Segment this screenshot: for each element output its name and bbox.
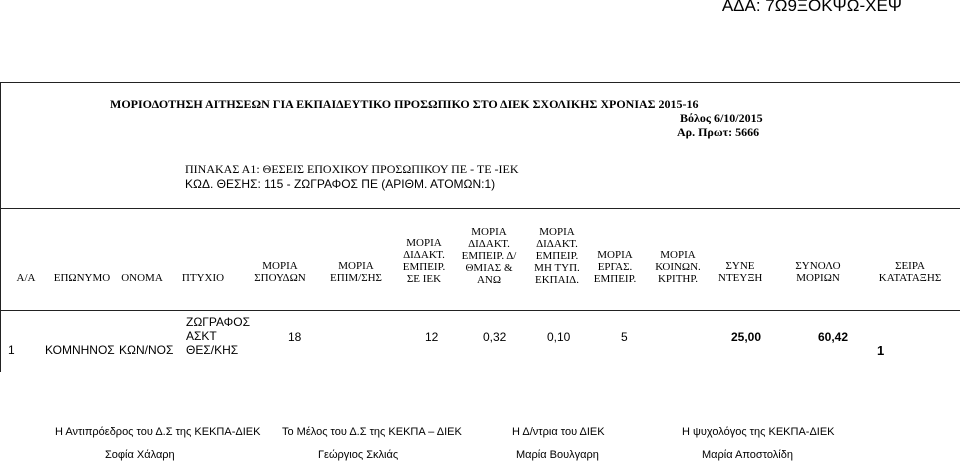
position-code: ΚΩΔ. ΘΕΣΗΣ: 115 - ΖΩΓΡΑΦΟΣ ΠΕ (ΑΡΙΘΜ. ΑΤΟΜΩΝ:1) <box>185 177 496 191</box>
row-study-points: 18 <box>288 330 302 344</box>
col-study-points: ΜΟΡΙΑ ΣΠΟΥΔΩΝ <box>254 260 306 284</box>
col-degree: ΠΤΥΧΙΟ <box>181 272 225 284</box>
footer-role-4: Η ψυχολόγος της ΚΕΚΠΑ-ΔΙΕΚ <box>682 426 835 438</box>
footer-name-1: Σοφία Χάλαρη <box>105 449 175 461</box>
row-degree <box>186 315 250 357</box>
header-bottom-border <box>0 310 960 311</box>
col-iek-experience: ΜΟΡΙΑ ΔΙΔΑΚΤ. ΕΜΠΕΙΡ. ΣΕ ΙΕΚ <box>402 237 446 285</box>
footer-role-1: Η Αντιπρόεδρος του Δ.Σ της ΚΕΚΠΑ-ΔΙΕΚ <box>55 426 261 438</box>
row-total: 25,00 <box>731 330 762 344</box>
top-border <box>0 82 960 83</box>
col-nonformal-experience: ΜΟΡΙΑ ΔΙΔΑΚΤ. ΕΜΠΕΙΡ. ΜΗ ΤΥΠ. ΕΚΠΑΙΔ. <box>534 226 580 286</box>
row-name: ΚΩΝ/ΝΟΣ <box>119 343 174 357</box>
place-date: Βόλος 6/10/2015 <box>680 111 763 125</box>
footer-role-2: Το Μέλος του Δ.Σ της ΚΕΚΠΑ – ΔΙΕΚ <box>282 426 462 438</box>
col-total-points: ΣΥΝΟΛΟ ΜΟΡΙΩΝ <box>795 260 841 284</box>
table-top-border <box>0 208 960 209</box>
row-nonformal-experience: 0,10 <box>547 330 571 344</box>
row-surname: ΚΟΜΝΗΝΟΣ <box>45 343 115 357</box>
row-degree-line1: ΖΩΓΡΑΦΟΣ <box>186 315 251 329</box>
col-secondary-experience: ΜΟΡΙΑ ΔΙΔΑΚΤ. ΕΜΠΕΙΡ. Δ/ΘΜΙΑΣ & ΑΝΩ <box>461 226 517 286</box>
row-total-points: 60,42 <box>818 330 849 344</box>
row-secondary-experience: 0,32 <box>483 330 507 344</box>
col-name: ΟΝΟΜΑ <box>121 272 163 284</box>
footer-name-3: Μαρία Βουλγαρη <box>516 449 599 461</box>
row-iek-experience: 12 <box>425 330 439 344</box>
row-degree-line2: ΑΣΚΤ <box>186 329 217 343</box>
footer-name-2: Γεώργιος Σκλιάς <box>318 449 399 461</box>
col-surname: ΕΠΩΝΥΜΟ <box>53 272 111 284</box>
left-border <box>0 82 1 372</box>
ada-code: ΑΔΑ: 7Ω9ΞΟΚΨΩ-ΧΕΨ <box>721 0 902 15</box>
row-degree-line3: ΘΕΣ/ΚΗΣ <box>186 343 239 357</box>
row-social-criteria: 5 <box>621 330 628 344</box>
footer-name-4: Μαρία Αποστολίδη <box>702 449 793 461</box>
row-rank: 1 <box>877 343 885 358</box>
row-aa: 1 <box>8 343 15 357</box>
col-work-experience: ΜΟΡΙΑ ΕΡΓΑΣ. ΕΜΠΕΙΡ. <box>593 249 637 285</box>
table-title: ΠΙΝΑΚΑΣ Α1: ΘΕΣΕΙΣ ΕΠΟΧΙΚΟΥ ΠΡΟΣΩΠΙΚΟΥ ΠΕ - ΤΕ -ΙΕΚ <box>185 162 519 176</box>
protocol-number: Αρ. Πρωτ: 5666 <box>677 125 760 139</box>
col-rank: ΣΕΙΡΑ ΚΑΤΑΤΑΞΗΣ <box>878 260 942 284</box>
page-title: ΜΟΡΙΟΔΟΤΗΣΗ ΑΙΤΗΣΕΩΝ ΓΙΑ ΕΚΠΑΙΔΕΥΤΙΚΟ ΠΡΟΣΩΠΙΚΟ ΣΤΟ ΔΙΕΚ ΣΧΟΛΙΚΗΣ ΧΡΟΝΙΑΣ 2015-16 <box>110 97 699 111</box>
col-social-criteria: ΜΟΡΙΑ ΚΟΙΝΩΝ. ΚΡΙΤΗΡ. <box>655 249 701 285</box>
footer-role-3: Η Δ/ντρια του ΔΙΕΚ <box>512 426 605 438</box>
col-interview: ΣΥΝΕ ΝΤΕΥΞΗ <box>718 260 763 284</box>
col-training-points: ΜΟΡΙΑ ΕΠΙΜ/ΣΗΣ <box>330 260 382 284</box>
col-aa: Α/Α <box>16 272 36 284</box>
